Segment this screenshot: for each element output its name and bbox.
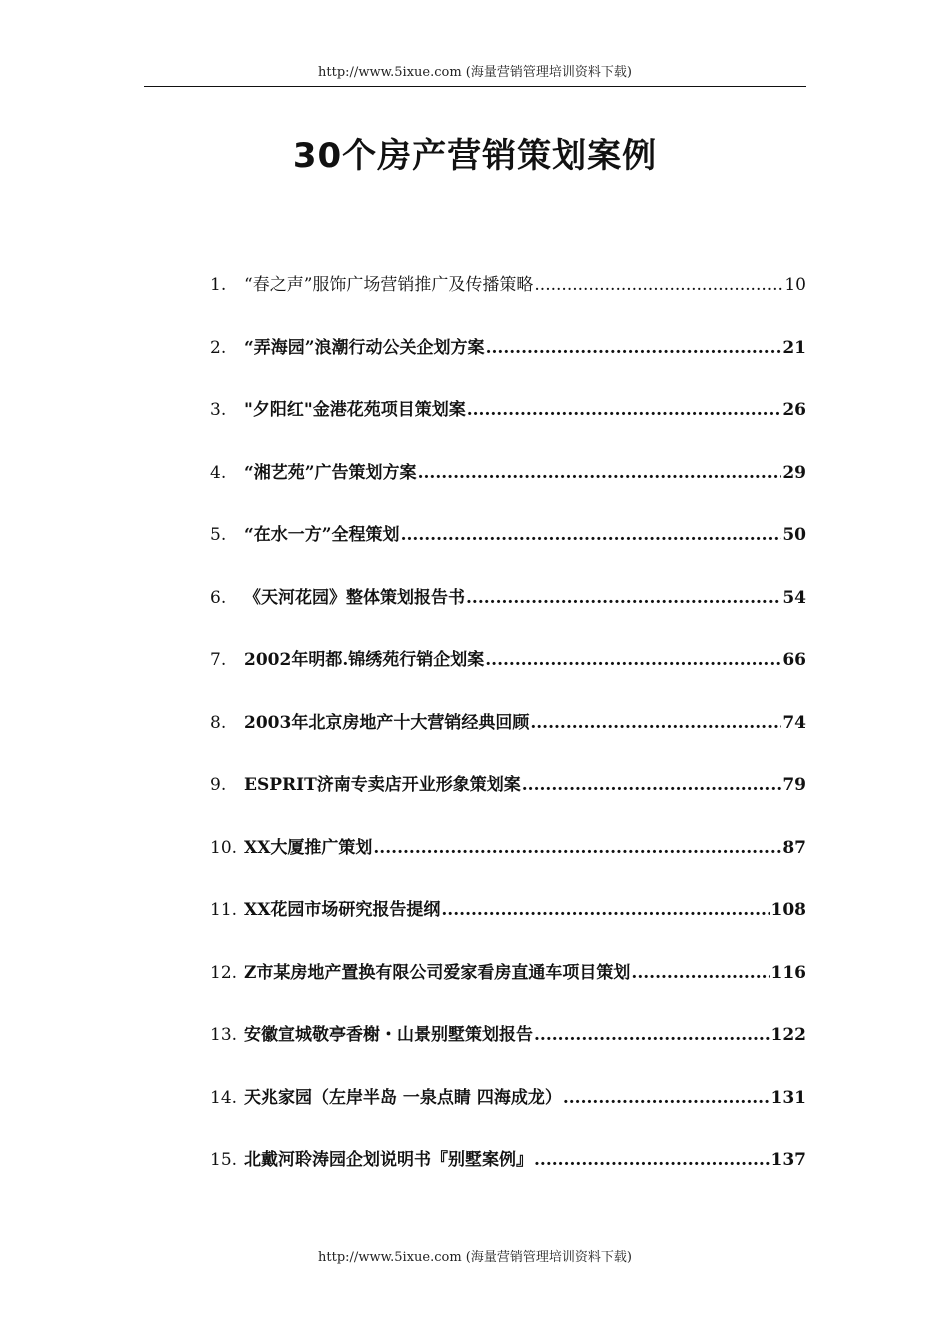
toc-entry-title[interactable]: Z市某房地产置换有限公司爱家看房直通车项目策划 — [244, 962, 631, 983]
toc-dot-leader — [522, 770, 782, 800]
table-of-contents — [210, 270, 806, 1208]
toc-entry-page: 87 — [782, 837, 806, 858]
toc-entry[interactable] — [210, 895, 806, 958]
toc-entry-number: 15. — [210, 1150, 238, 1170]
toc-entry-number: 12. — [210, 962, 238, 983]
toc-entry-number: 3. — [210, 400, 227, 420]
toc-entry-title[interactable]: “湘艺苑”广告策划方案 — [244, 462, 417, 483]
toc-entry-number: 14. — [210, 1087, 238, 1108]
toc-entry-title[interactable]: "夕阳红"金港花苑项目策划案 — [244, 400, 466, 420]
toc-dot-leader — [486, 333, 782, 363]
toc-entry-number: 1. — [210, 275, 227, 295]
toc-entry[interactable] — [210, 645, 806, 708]
toc-entry-page: 10 — [784, 275, 806, 295]
toc-entry-title[interactable]: 安徽宣城敬亭香榭・山景别墅策划报告 — [244, 1025, 533, 1045]
toc-entry-page: 137 — [770, 1150, 806, 1170]
document-title: 30个房产营销策划案例 — [292, 136, 658, 176]
toc-dot-leader — [466, 583, 781, 613]
toc-entry-title[interactable]: 《天河花园》整体策划报告书 — [244, 587, 465, 608]
toc-entry-title[interactable]: 天兆家园（左岸半岛 一泉点睛 四海成龙） — [244, 1087, 562, 1108]
toc-entry[interactable] — [210, 1145, 806, 1208]
toc-entry-page: 108 — [770, 900, 806, 920]
page-footer — [0, 1246, 950, 1265]
toc-entry[interactable] — [210, 520, 806, 583]
toc-entry[interactable] — [210, 583, 806, 646]
toc-dot-leader — [485, 645, 781, 675]
toc-entry-title[interactable]: “春之声”服饰广场营销推广及传播策略 — [244, 275, 534, 295]
toc-entry-number: 13. — [210, 1025, 238, 1045]
toc-entry[interactable] — [210, 333, 806, 396]
toc-entry-number: 6. — [210, 587, 227, 608]
toc-entry-number: 7. — [210, 650, 227, 670]
toc-entry-page: 79 — [782, 775, 806, 795]
toc-entry-number: 5. — [210, 525, 227, 545]
toc-dot-leader — [534, 1145, 770, 1175]
toc-entry-page: 26 — [782, 400, 806, 420]
toc-entry-title[interactable]: XX大厦推广策划 — [244, 837, 373, 858]
toc-entry[interactable] — [210, 1020, 806, 1083]
toc-entry-title[interactable]: ESPRIT济南专卖店开业形象策划案 — [244, 775, 521, 795]
toc-entry[interactable] — [210, 1083, 806, 1146]
toc-dot-leader — [373, 833, 781, 863]
toc-entry-title[interactable]: 2002年明都.锦绣苑行销企划案 — [244, 650, 485, 670]
toc-entry-number: 2. — [210, 337, 227, 358]
toc-entry[interactable] — [210, 395, 806, 458]
page-header — [144, 62, 806, 87]
toc-dot-leader — [563, 1083, 770, 1113]
toc-entry-page: 74 — [782, 712, 806, 733]
toc-dot-leader — [631, 958, 769, 988]
toc-dot-leader — [401, 520, 782, 550]
toc-entry-page: 116 — [770, 962, 806, 983]
toc-entry-page: 54 — [782, 587, 806, 608]
toc-entry[interactable] — [210, 770, 806, 833]
toc-dot-leader — [418, 458, 782, 488]
header-text: http://www.5ixue.com (海量营销管理培训资料下载) — [318, 65, 632, 80]
toc-entry-page: 122 — [770, 1025, 806, 1045]
toc-entry-number: 4. — [210, 462, 227, 483]
toc-dot-leader — [534, 1020, 770, 1050]
toc-dot-leader — [530, 708, 781, 738]
toc-entry-page: 50 — [782, 525, 806, 545]
toc-entry[interactable] — [210, 833, 806, 896]
toc-entry-page: 131 — [770, 1087, 806, 1108]
toc-entry-number: 8. — [210, 712, 227, 733]
toc-dot-leader — [467, 395, 782, 425]
toc-entry-page: 66 — [782, 650, 806, 670]
toc-entry[interactable] — [210, 458, 806, 521]
toc-entry[interactable] — [210, 958, 806, 1021]
toc-entry-title[interactable]: “弄海园”浪潮行动公关企划方案 — [244, 337, 485, 358]
toc-entry-number: 10. — [210, 837, 238, 858]
toc-entry-title[interactable]: “在水一方”全程策划 — [244, 525, 400, 545]
toc-entry-number: 11. — [210, 900, 238, 920]
toc-entry-title[interactable]: 北戴河聆涛园企划说明书『别墅案例』 — [244, 1150, 533, 1170]
toc-entry[interactable] — [210, 708, 806, 771]
toc-entry-page: 21 — [782, 337, 806, 358]
toc-entry[interactable] — [210, 270, 806, 333]
toc-dot-leader — [441, 895, 769, 925]
toc-entry-number: 9. — [210, 775, 227, 795]
toc-entry-title[interactable]: 2003年北京房地产十大营销经典回顾 — [244, 712, 530, 733]
toc-dot-leader — [534, 270, 783, 300]
toc-entry-page: 29 — [782, 462, 806, 483]
toc-entry-title[interactable]: XX花园市场研究报告提纲 — [244, 900, 441, 920]
footer-text: http://www.5ixue.com (海量营销管理培训资料下载) — [318, 1250, 632, 1265]
